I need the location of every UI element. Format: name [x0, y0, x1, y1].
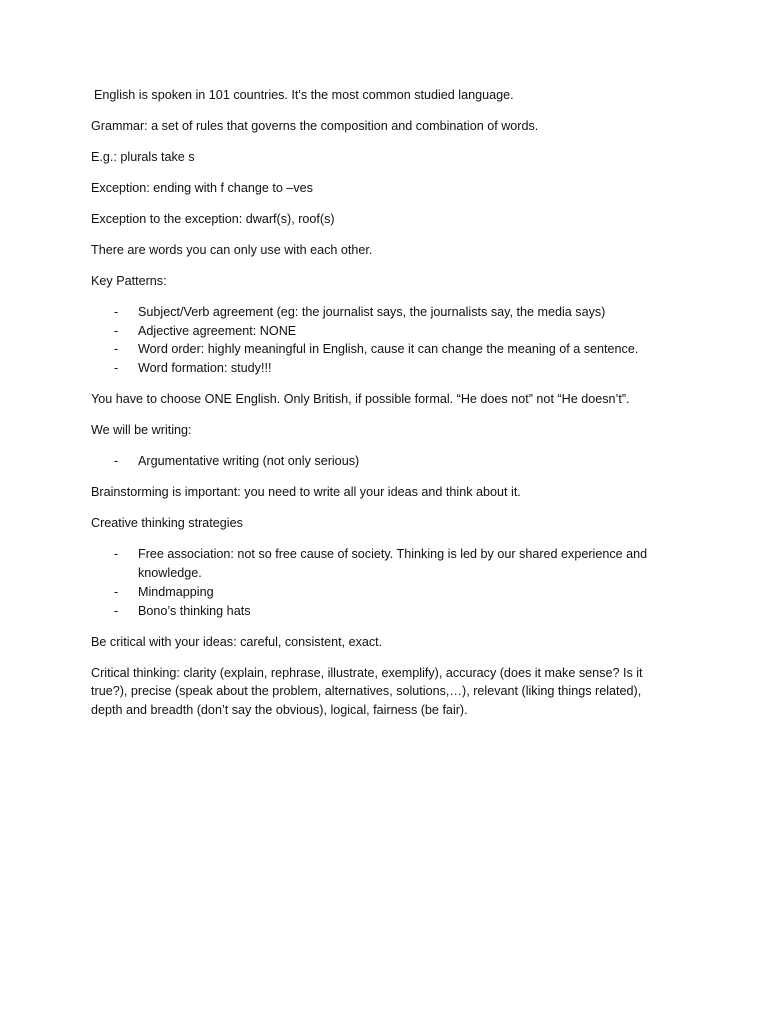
exception-to-exception-paragraph: Exception to the exception: dwarf(s), roof(s): [91, 211, 335, 226]
writing-list: [91, 452, 671, 471]
list-item-text: Adjective agreement: NONE: [138, 323, 297, 338]
exception-paragraph: Exception: ending with f change to –ves: [91, 180, 313, 195]
list-item: [91, 452, 671, 471]
list-item: [91, 359, 671, 378]
bullet-dash: -: [114, 584, 119, 599]
list-item: [91, 303, 671, 322]
list-item: [91, 340, 671, 359]
be-critical-paragraph: Be critical with your ideas: careful, consistent, exact.: [91, 634, 383, 649]
bullet-dash: -: [114, 342, 119, 357]
list-item-text: Word order: highly meaningful in English, cause it can change the meaning of a sentence.: [138, 342, 639, 357]
list-item-text: Mindmapping: [138, 584, 214, 599]
collocations-paragraph: There are words you can only use with each other.: [91, 242, 373, 257]
example-paragraph: E.g.: plurals take s: [91, 149, 195, 164]
list-item: [91, 322, 671, 341]
bullet-dash: -: [114, 323, 119, 338]
list-item: [91, 602, 671, 621]
writing-heading: We will be writing:: [91, 423, 192, 438]
critical-thinking-paragraph: Critical thinking: clarity (explain, rephrase, illustrate, exemplify), accuracy (does it make sense? Is it true?), precise (speak about the problem, alternatives, solutions,…), relevant (liking things related), depth and breadth (don’t say the obvious), logical, fairness (be fair).: [91, 665, 643, 718]
list-item-text: Bono’s thinking hats: [138, 603, 251, 618]
list-item-text: Free association: not so free cause of society. Thinking is led by our shared experience and knowledge.: [138, 547, 648, 580]
bullet-dash: -: [114, 603, 119, 618]
bullet-dash: -: [114, 304, 119, 319]
bullet-dash: -: [114, 547, 119, 562]
list-item-text: Argumentative writing (not only serious): [138, 454, 360, 469]
list-item: [91, 545, 671, 583]
key-patterns-heading: Key Patterns:: [91, 273, 167, 288]
key-patterns-list: [91, 303, 671, 378]
list-item-text: Subject/Verb agreement (eg: the journalist says, the journalists say, the media says): [138, 304, 606, 319]
bullet-dash: -: [114, 454, 119, 469]
creative-thinking-heading: Creative thinking strategies: [91, 516, 243, 531]
brainstorming-paragraph: Brainstorming is important: you need to write all your ideas and think about it.: [91, 485, 521, 500]
choose-english-paragraph: You have to choose ONE English. Only British, if possible formal. “He does not” not “He doesn’t”.: [91, 392, 630, 407]
list-item-text: Word formation: study!!!: [138, 361, 272, 376]
intro-paragraph: English is spoken in 101 countries. It's the most common studied language.: [94, 88, 514, 102]
grammar-definition: Grammar: a set of rules that governs the composition and combination of words.: [91, 118, 539, 133]
bullet-dash: -: [114, 361, 119, 376]
document-page: [91, 86, 671, 732]
creative-thinking-list: [91, 545, 671, 620]
list-item: [91, 583, 671, 602]
